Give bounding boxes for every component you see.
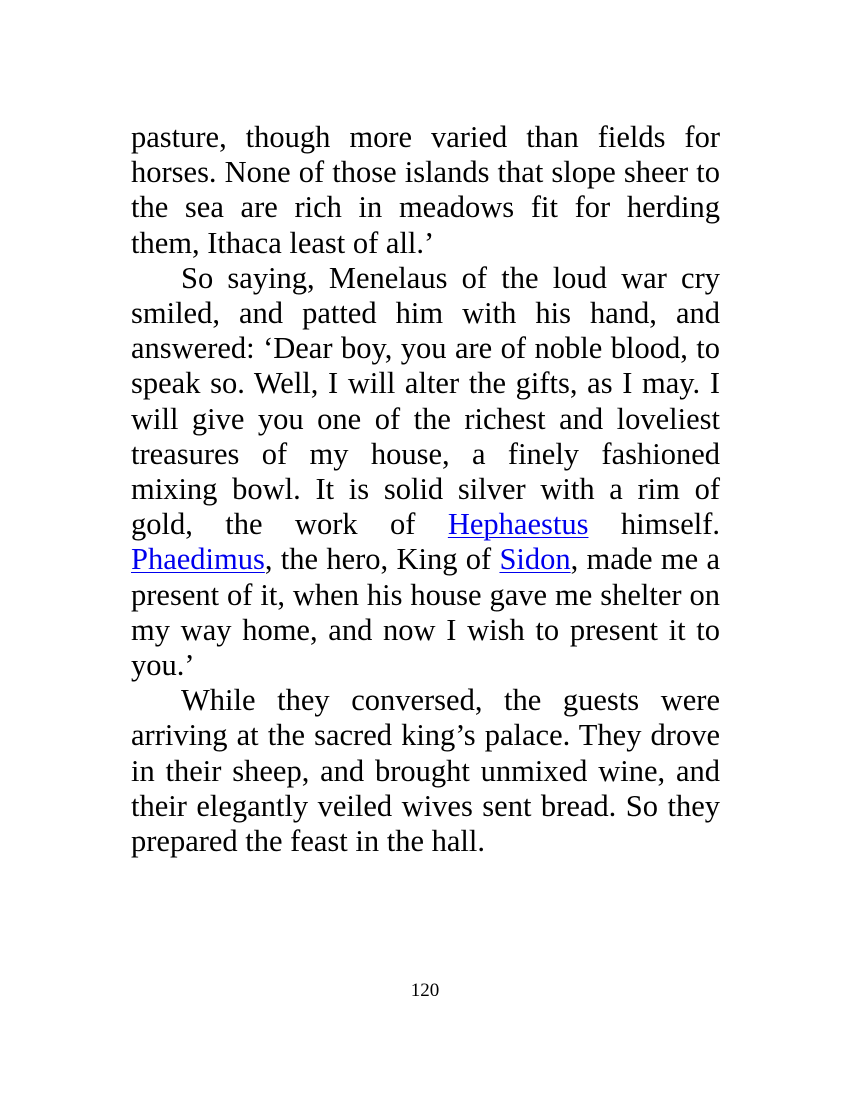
- paragraph-2: [131, 261, 720, 683]
- text-segment: While they conversed, the guests were arriving at the sacred king’s palace. They drove in their sheep, and brought unmixed wine, and their elegantly veiled wives sent bread. So they prepared the feast in the hall.: [131, 683, 720, 859]
- text-segment: So saying, Menelaus of the loud war cry smiled, and patted him with his hand, and answered: ‘Dear boy, you are of noble blood, to speak so. Well, I will alter the gifts, as I may. I will give you one of the richest and loveliest treasures of my house, a finely fashioned mixing bowl. It is solid silver with a rim of gold, the work of: [131, 260, 720, 542]
- phaedimus-link[interactable]: Phaedimus: [131, 542, 265, 577]
- paragraph-1: [131, 120, 720, 261]
- paragraph-3: [131, 683, 720, 859]
- text-segment: , the hero, King of: [264, 542, 500, 577]
- text-segment: himself.: [588, 507, 720, 542]
- hephaestus-link[interactable]: Hephaestus: [447, 507, 589, 542]
- text-segment: , made me a present of it, when his house gave me shelter on my way home, and now I wish to present it to you.’: [131, 542, 720, 683]
- page-body-text: [131, 120, 720, 859]
- sidon-link[interactable]: Sidon: [499, 542, 571, 577]
- text-segment: pasture, though more varied than fields for horses. None of those islands that slope sheer to the sea are rich in meadows fit for herding them, Ithaca least of all.’: [131, 120, 720, 260]
- page-number: 120: [410, 980, 440, 1001]
